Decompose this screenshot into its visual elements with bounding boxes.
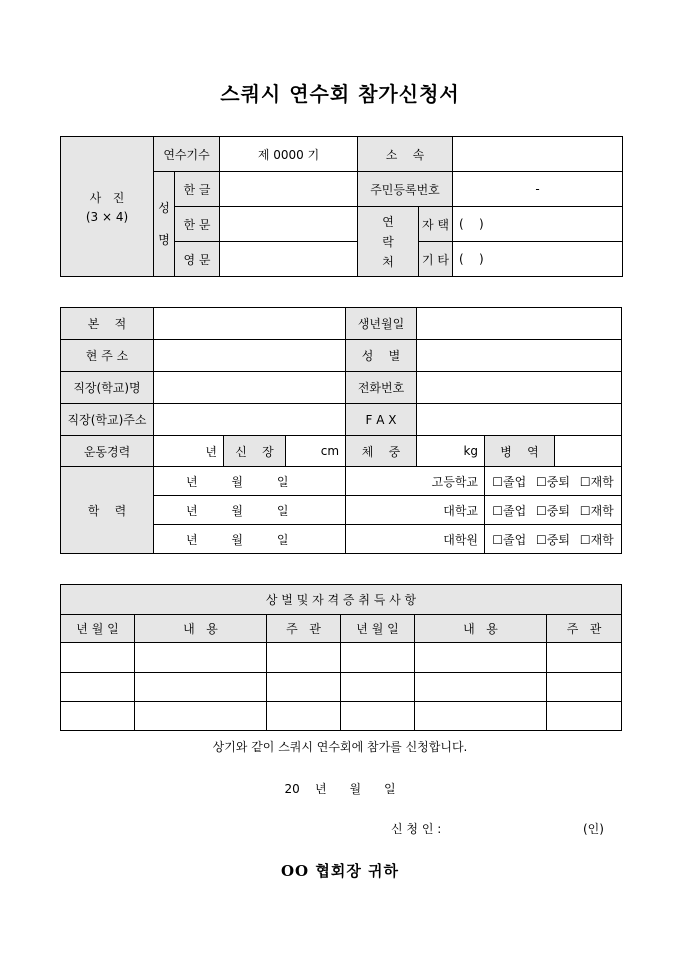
session-value[interactable]: 제 0000 기 (220, 137, 358, 172)
col-content-1: 내 용 (135, 615, 267, 643)
award-cell[interactable] (135, 702, 267, 731)
grad-day: 일 (276, 532, 289, 547)
awards-table (60, 584, 622, 731)
award-cell[interactable] (547, 702, 622, 731)
fax-label: F A X (346, 404, 417, 436)
photo-box[interactable] (61, 137, 154, 277)
contact-label-text: 연락처 (382, 214, 394, 269)
award-cell[interactable] (61, 702, 135, 731)
award-cell[interactable] (415, 702, 547, 731)
univ-status (485, 496, 622, 525)
hs-status (485, 467, 622, 496)
col-org-1: 주 관 (267, 615, 341, 643)
rrn-field[interactable]: - (453, 172, 623, 207)
univ-month: 월 (231, 503, 244, 518)
univ-date-field[interactable] (154, 496, 346, 525)
military-label: 병 역 (485, 436, 555, 467)
hs-graduate-checkbox[interactable]: ☐졸업 (492, 474, 527, 489)
origin-label: 본 적 (61, 308, 154, 340)
hs-date-field[interactable] (154, 467, 346, 496)
basic-info-table (60, 136, 623, 277)
award-cell[interactable] (547, 643, 622, 673)
univ-day: 일 (276, 503, 289, 518)
award-cell[interactable] (341, 673, 415, 702)
photo-size: (3 × 4) (85, 210, 129, 224)
phone-label: 전화번호 (346, 372, 417, 404)
hs-dropout-checkbox[interactable]: ☐중퇴 (536, 474, 570, 489)
weight-label: 체 중 (346, 436, 417, 467)
exercise-years-field[interactable]: 년 (154, 436, 224, 467)
personal-details-table (60, 307, 622, 554)
col-org-2: 주 관 (547, 615, 622, 643)
univ-year: 년 (186, 503, 198, 518)
col-date-1: 년 월 일 (61, 615, 135, 643)
grad-school-field[interactable]: 대학원 (346, 525, 485, 554)
session-label: 연수기수 (154, 137, 220, 172)
height-label: 신 장 (224, 436, 286, 467)
address-label: 현 주 소 (61, 340, 154, 372)
grad-enrolled-checkbox[interactable]: ☐재학 (579, 532, 614, 547)
grad-graduate-checkbox[interactable]: ☐졸업 (492, 532, 527, 547)
contact-label (358, 207, 419, 277)
name-hanja-label: 한 문 (175, 207, 220, 242)
award-cell[interactable] (61, 673, 135, 702)
name-english-label: 영 문 (175, 242, 220, 277)
applicant-signature-field[interactable] (460, 816, 570, 836)
hs-month: 월 (231, 474, 244, 489)
sex-field[interactable] (417, 340, 622, 372)
award-cell[interactable] (135, 643, 267, 673)
other-contact-label: 기 타 (419, 242, 453, 277)
workplace-name-label: 직장(학교)명 (61, 372, 154, 404)
sex-label: 성 별 (346, 340, 417, 372)
military-field[interactable] (555, 436, 622, 467)
name-english-field[interactable] (220, 242, 358, 277)
application-statement: 상기와 같이 스쿼시 연수회에 참가를 신청합니다. (212, 740, 468, 754)
univ-dropout-checkbox[interactable]: ☐중퇴 (536, 503, 570, 518)
col-date-2: 년 월 일 (341, 615, 415, 643)
name-hangul-label: 한 글 (175, 172, 220, 207)
grad-date-field[interactable] (154, 525, 346, 554)
award-cell[interactable] (267, 643, 341, 673)
applicant-label: 신 청 인 : (391, 822, 442, 836)
recipient: OO 협회장 귀하 (280, 862, 400, 880)
affiliation-field[interactable] (453, 137, 623, 172)
hs-school-field[interactable]: 고등학교 (346, 467, 485, 496)
univ-school-field[interactable]: 대학교 (346, 496, 485, 525)
home-label: 자 택 (419, 207, 453, 242)
rrn-label: 주민등록번호 (358, 172, 453, 207)
name-label-text: 성명 (158, 201, 170, 247)
award-cell[interactable] (267, 702, 341, 731)
award-cell[interactable] (415, 643, 547, 673)
col-content-2: 내 용 (415, 615, 547, 643)
workplace-address-field[interactable] (154, 404, 346, 436)
birthdate-field[interactable] (417, 308, 622, 340)
award-cell[interactable] (267, 673, 341, 702)
award-cell[interactable] (415, 673, 547, 702)
address-field[interactable] (154, 340, 346, 372)
awards-header: 상 벌 및 자 격 증 취 득 사 항 (61, 585, 622, 615)
origin-field[interactable] (154, 308, 346, 340)
birthdate-label: 생년월일 (346, 308, 417, 340)
univ-enrolled-checkbox[interactable]: ☐재학 (579, 503, 614, 518)
grad-dropout-checkbox[interactable]: ☐중퇴 (536, 532, 570, 547)
seal-mark: (인) (583, 822, 604, 836)
name-label (154, 172, 175, 277)
award-cell[interactable] (341, 643, 415, 673)
home-phone-field[interactable]: ( ) (453, 207, 623, 242)
education-label: 학 력 (61, 467, 154, 554)
workplace-name-field[interactable] (154, 372, 346, 404)
univ-graduate-checkbox[interactable]: ☐졸업 (492, 503, 527, 518)
name-hanja-field[interactable] (220, 207, 358, 242)
weight-field[interactable]: kg (417, 436, 485, 467)
award-cell[interactable] (547, 673, 622, 702)
exercise-label: 운동경력 (61, 436, 154, 467)
name-hangul-field[interactable] (220, 172, 358, 207)
workplace-address-label: 직장(학교)주소 (61, 404, 154, 436)
other-contact-field[interactable]: ( ) (453, 242, 623, 277)
fax-field[interactable] (417, 404, 622, 436)
grad-status (485, 525, 622, 554)
award-cell[interactable] (61, 643, 135, 673)
award-cell[interactable] (341, 702, 415, 731)
affiliation-label: 소 속 (358, 137, 453, 172)
phone-field[interactable] (417, 372, 622, 404)
height-field[interactable]: cm (286, 436, 346, 467)
application-date[interactable]: 20 년 월 일 (284, 782, 396, 796)
hs-enrolled-checkbox[interactable]: ☐재학 (579, 474, 614, 489)
page-title: 스쿼시 연수회 참가신청서 (220, 82, 460, 106)
grad-year: 년 (186, 532, 198, 547)
award-cell[interactable] (135, 673, 267, 702)
photo-label: 사 진 (89, 191, 125, 205)
grad-month: 월 (231, 532, 244, 547)
hs-year: 년 (186, 474, 198, 489)
hs-day: 일 (276, 474, 289, 489)
